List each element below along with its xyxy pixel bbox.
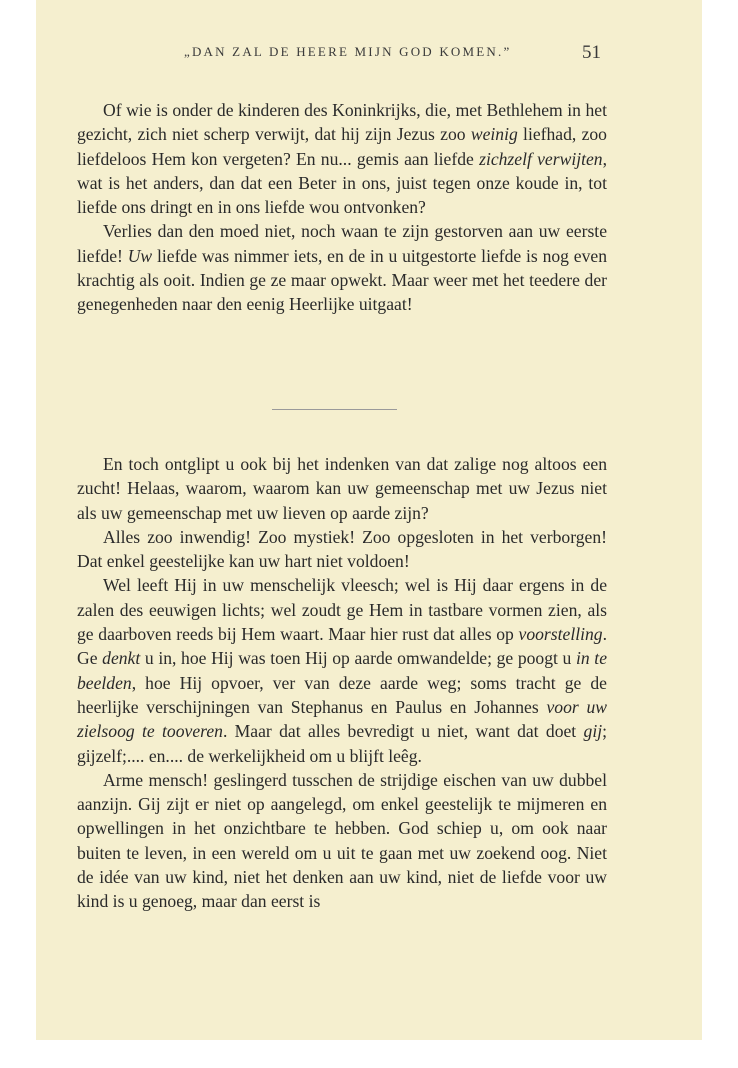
text-run: En toch ontglipt u ook bij het indenken van dat zalige nog altoos een zucht! Helaas, waarom, waarom kan uw gemeenschap met uw Jezus niet als uw gemeenschap met uw lieven op aarde zijn?	[77, 454, 607, 523]
text-run: Of wie is onder de kinderen des Koninkrijks, die, met Bethlehem in het gezicht, zich niet scherp verwijt, dat hij zijn Jezus zoo	[77, 100, 607, 145]
text-run: u in, hoe Hij was toen Hij op aarde omwandelde; ge poogt u	[140, 648, 576, 669]
italic-run: in te beelden	[77, 648, 608, 693]
text-run: Wel leeft Hij in uw menschelijk vleesch; wel is Hij daar ergens in de zalen des eeuwigen lichts; wel zoudt ge Hem in tastbare vormen zien, als ge daarboven reeds bij Hem waart. Maar hier rust dat alles op	[77, 575, 607, 645]
section-separator	[272, 409, 397, 410]
section-2	[77, 452, 607, 914]
paragraph	[77, 768, 607, 914]
italic-run: voor uw zielsoog te tooveren	[77, 696, 607, 742]
text-run: liefhad, zoo liefdeloos Hem kon vergeten? En nu... gemis aan liefde	[77, 124, 607, 169]
text-run: . Ge	[77, 624, 607, 669]
italic-run: denkt	[102, 648, 141, 669]
page-header	[36, 42, 702, 66]
italic-run: zichzelf verwijten	[479, 148, 603, 169]
text-run: liefde was nimmer iets, en de in u uitgestorte liefde is nog even krachtig als ooit. Indien ge ze maar opwekt. Maar weer met het teedere der genegenheden naar den eenig Heerlijke uitgaat!	[77, 245, 607, 315]
text-run: Verlies dan den moed niet, noch waan te zijn gestorven aan uw eerste liefde!	[77, 221, 607, 266]
text-run: . Maar dat alles bevredigt u niet, want dat doet	[222, 721, 584, 742]
text-run: Arme mensch! geslingerd tusschen de strijdige eischen van uw dubbel aanzijn. Gij zijt er niet op aangelegd, om enkel geestelijk te mijmeren en opwellingen in het onzichtbare te hebben. God schiep u, om ook naar buiten te leven, in een wereld om u uit te gaan met uw zoekend oog. Niet de idée van uw kind, niet het denken aan uw kind, niet de liefde voor uw kind is u genoeg, maar dan eerst is	[77, 769, 607, 912]
italic-run: weinig	[470, 124, 518, 145]
italic-run: gij	[583, 721, 603, 742]
text-run: , hoe Hij opvoer, ver van deze aarde weg; soms tracht ge de heerlijke verschijningen van Stephanus en Paulus en Johannes	[77, 672, 607, 717]
section-1	[77, 98, 607, 317]
paragraph	[77, 219, 607, 316]
book-page	[36, 0, 702, 1040]
running-head: „DAN ZAL DE HEERE MIJN GOD KOMEN.”	[184, 44, 512, 59]
italic-run: Uw	[127, 245, 153, 266]
paragraph	[77, 452, 607, 525]
text-run: Alles zoo inwendig! Zoo mystiek! Zoo opgesloten in het verborgen! Dat enkel geestelijke kan uw hart niet voldoen!	[77, 526, 607, 572]
page-number: 51	[582, 42, 601, 63]
paragraph	[77, 525, 607, 574]
italic-run: voorstelling	[518, 624, 603, 645]
paragraph	[77, 98, 607, 219]
paragraph	[77, 573, 607, 767]
text-run: ; gijzelf;.... en.... de werkelijkheid om u blijft leêg.	[77, 721, 607, 766]
text-run: , wat is het anders, dan dat een Beter in ons, juist tegen onze koude in, tot liefde ons dringt en in ons liefde wou ontvonken?	[77, 148, 607, 218]
